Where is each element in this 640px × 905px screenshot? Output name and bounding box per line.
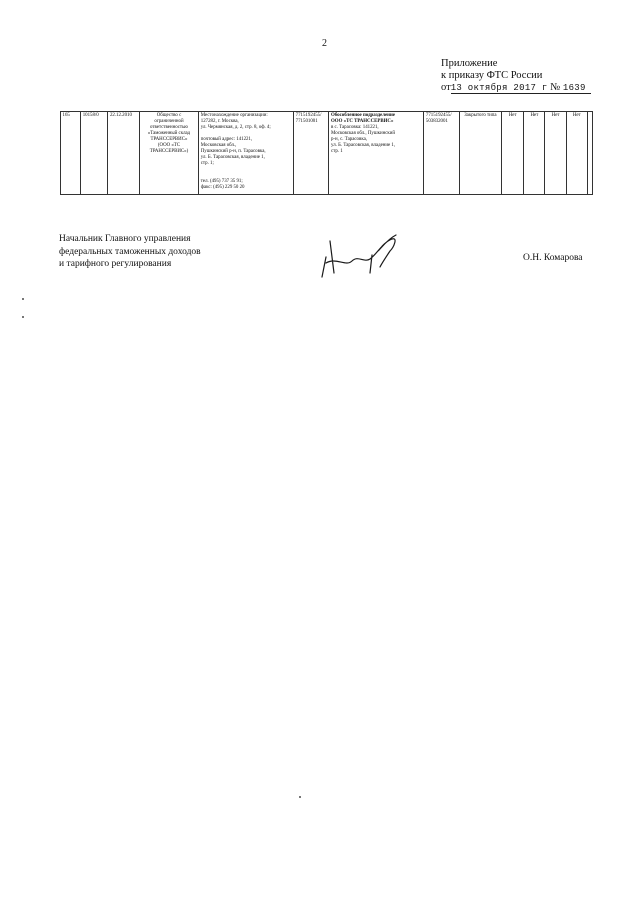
appendix-order-line xyxy=(441,82,586,94)
order-underline xyxy=(451,93,591,94)
address-line: ул. Чермянская, д. 2, стр. 8, оф. 4; xyxy=(200,125,271,130)
org-name-line: (ООО «ТС xyxy=(157,143,181,148)
signer-position-line: и тарифного регулирования xyxy=(59,259,172,269)
cell-flag-3: Нет xyxy=(545,112,566,195)
cell-inn-kpp: 7715192455/ 771501001 xyxy=(294,112,329,195)
cell-flag-1: Нет xyxy=(502,112,524,195)
cell-branch-inn-kpp: 7715192455/ 503832001 xyxy=(424,112,459,195)
order-number: 1639 xyxy=(562,83,586,93)
cell-flag-4: Нет xyxy=(566,112,587,195)
order-date-prefix: от xyxy=(441,82,451,93)
signer-position xyxy=(59,233,201,271)
order-number-sign: № xyxy=(550,82,561,93)
cell-branch xyxy=(329,112,424,195)
postal-line: стр. 1; xyxy=(200,161,214,166)
registry-table xyxy=(60,111,593,195)
page-number: 2 xyxy=(322,38,327,49)
scan-speck xyxy=(299,796,301,798)
signer-position-line: Начальник Главного управления xyxy=(59,234,191,244)
postal-line: ул. Б. Тарасовская, владение 1, xyxy=(200,155,265,160)
org-name-line: «Таможенный склад xyxy=(147,131,191,136)
postal-line: почтовый адрес: 141221, xyxy=(200,137,253,142)
signer-position-line: федеральных таможенных доходов xyxy=(59,246,201,257)
address-line: 127282, г. Москва, xyxy=(200,119,239,124)
scan-speck xyxy=(22,316,24,318)
org-name-line: ответственностью xyxy=(150,125,188,130)
branch-line: ООО «ТС ТРАНССЕРВИС» xyxy=(330,119,394,124)
branch-line: Московская обл., Пушкинский xyxy=(330,131,395,136)
scan-speck xyxy=(22,298,24,300)
table-row xyxy=(61,112,593,195)
branch-line: в с. Тарасовка: 141221, xyxy=(330,125,379,130)
branch-line: ул. Б. Тарасовская, владение 1, xyxy=(330,143,396,148)
postal-line: Пушкинский р-н, п. Тарасовка, xyxy=(200,149,266,154)
org-name-line: Общество с xyxy=(156,113,182,118)
handwritten-signature xyxy=(312,233,404,281)
appendix-header xyxy=(441,58,586,94)
cell-address xyxy=(199,112,294,195)
org-name-line: ТРАНССЕРВИС» xyxy=(150,137,188,142)
appendix-title: Приложение xyxy=(441,58,498,69)
cell-date: 22.12.2010 xyxy=(108,112,139,195)
appendix-order-ref: к приказу ФТС России xyxy=(441,70,543,81)
cell-storage-type: Закрытого типа xyxy=(459,112,501,195)
phone-line: тел. (495) 737 35 91; xyxy=(200,179,243,184)
cell-num: 165 xyxy=(61,112,81,195)
branch-line: р-н, с. Тарасовка, xyxy=(330,137,368,142)
address-line: Местонахождение организации: xyxy=(200,113,268,118)
postal-line: Московская обл., xyxy=(200,143,237,148)
fax-line: факс: (495) 229 50 20 xyxy=(200,185,245,190)
org-name-line: ограниченной xyxy=(154,119,184,124)
org-name-line: ТРАНССЕРВИС») xyxy=(149,149,189,154)
cell-org-name xyxy=(139,112,199,195)
signer-name: О.Н. Комарова xyxy=(523,253,583,263)
cell-trailing xyxy=(587,112,592,195)
order-date: 13 октября 2017 г xyxy=(450,83,548,93)
branch-line: стр. 1 xyxy=(330,149,343,154)
cell-flag-2: Нет xyxy=(524,112,545,195)
cell-reg-no: 10158/0 xyxy=(81,112,108,195)
branch-line: Обособленное подразделение xyxy=(330,113,395,118)
